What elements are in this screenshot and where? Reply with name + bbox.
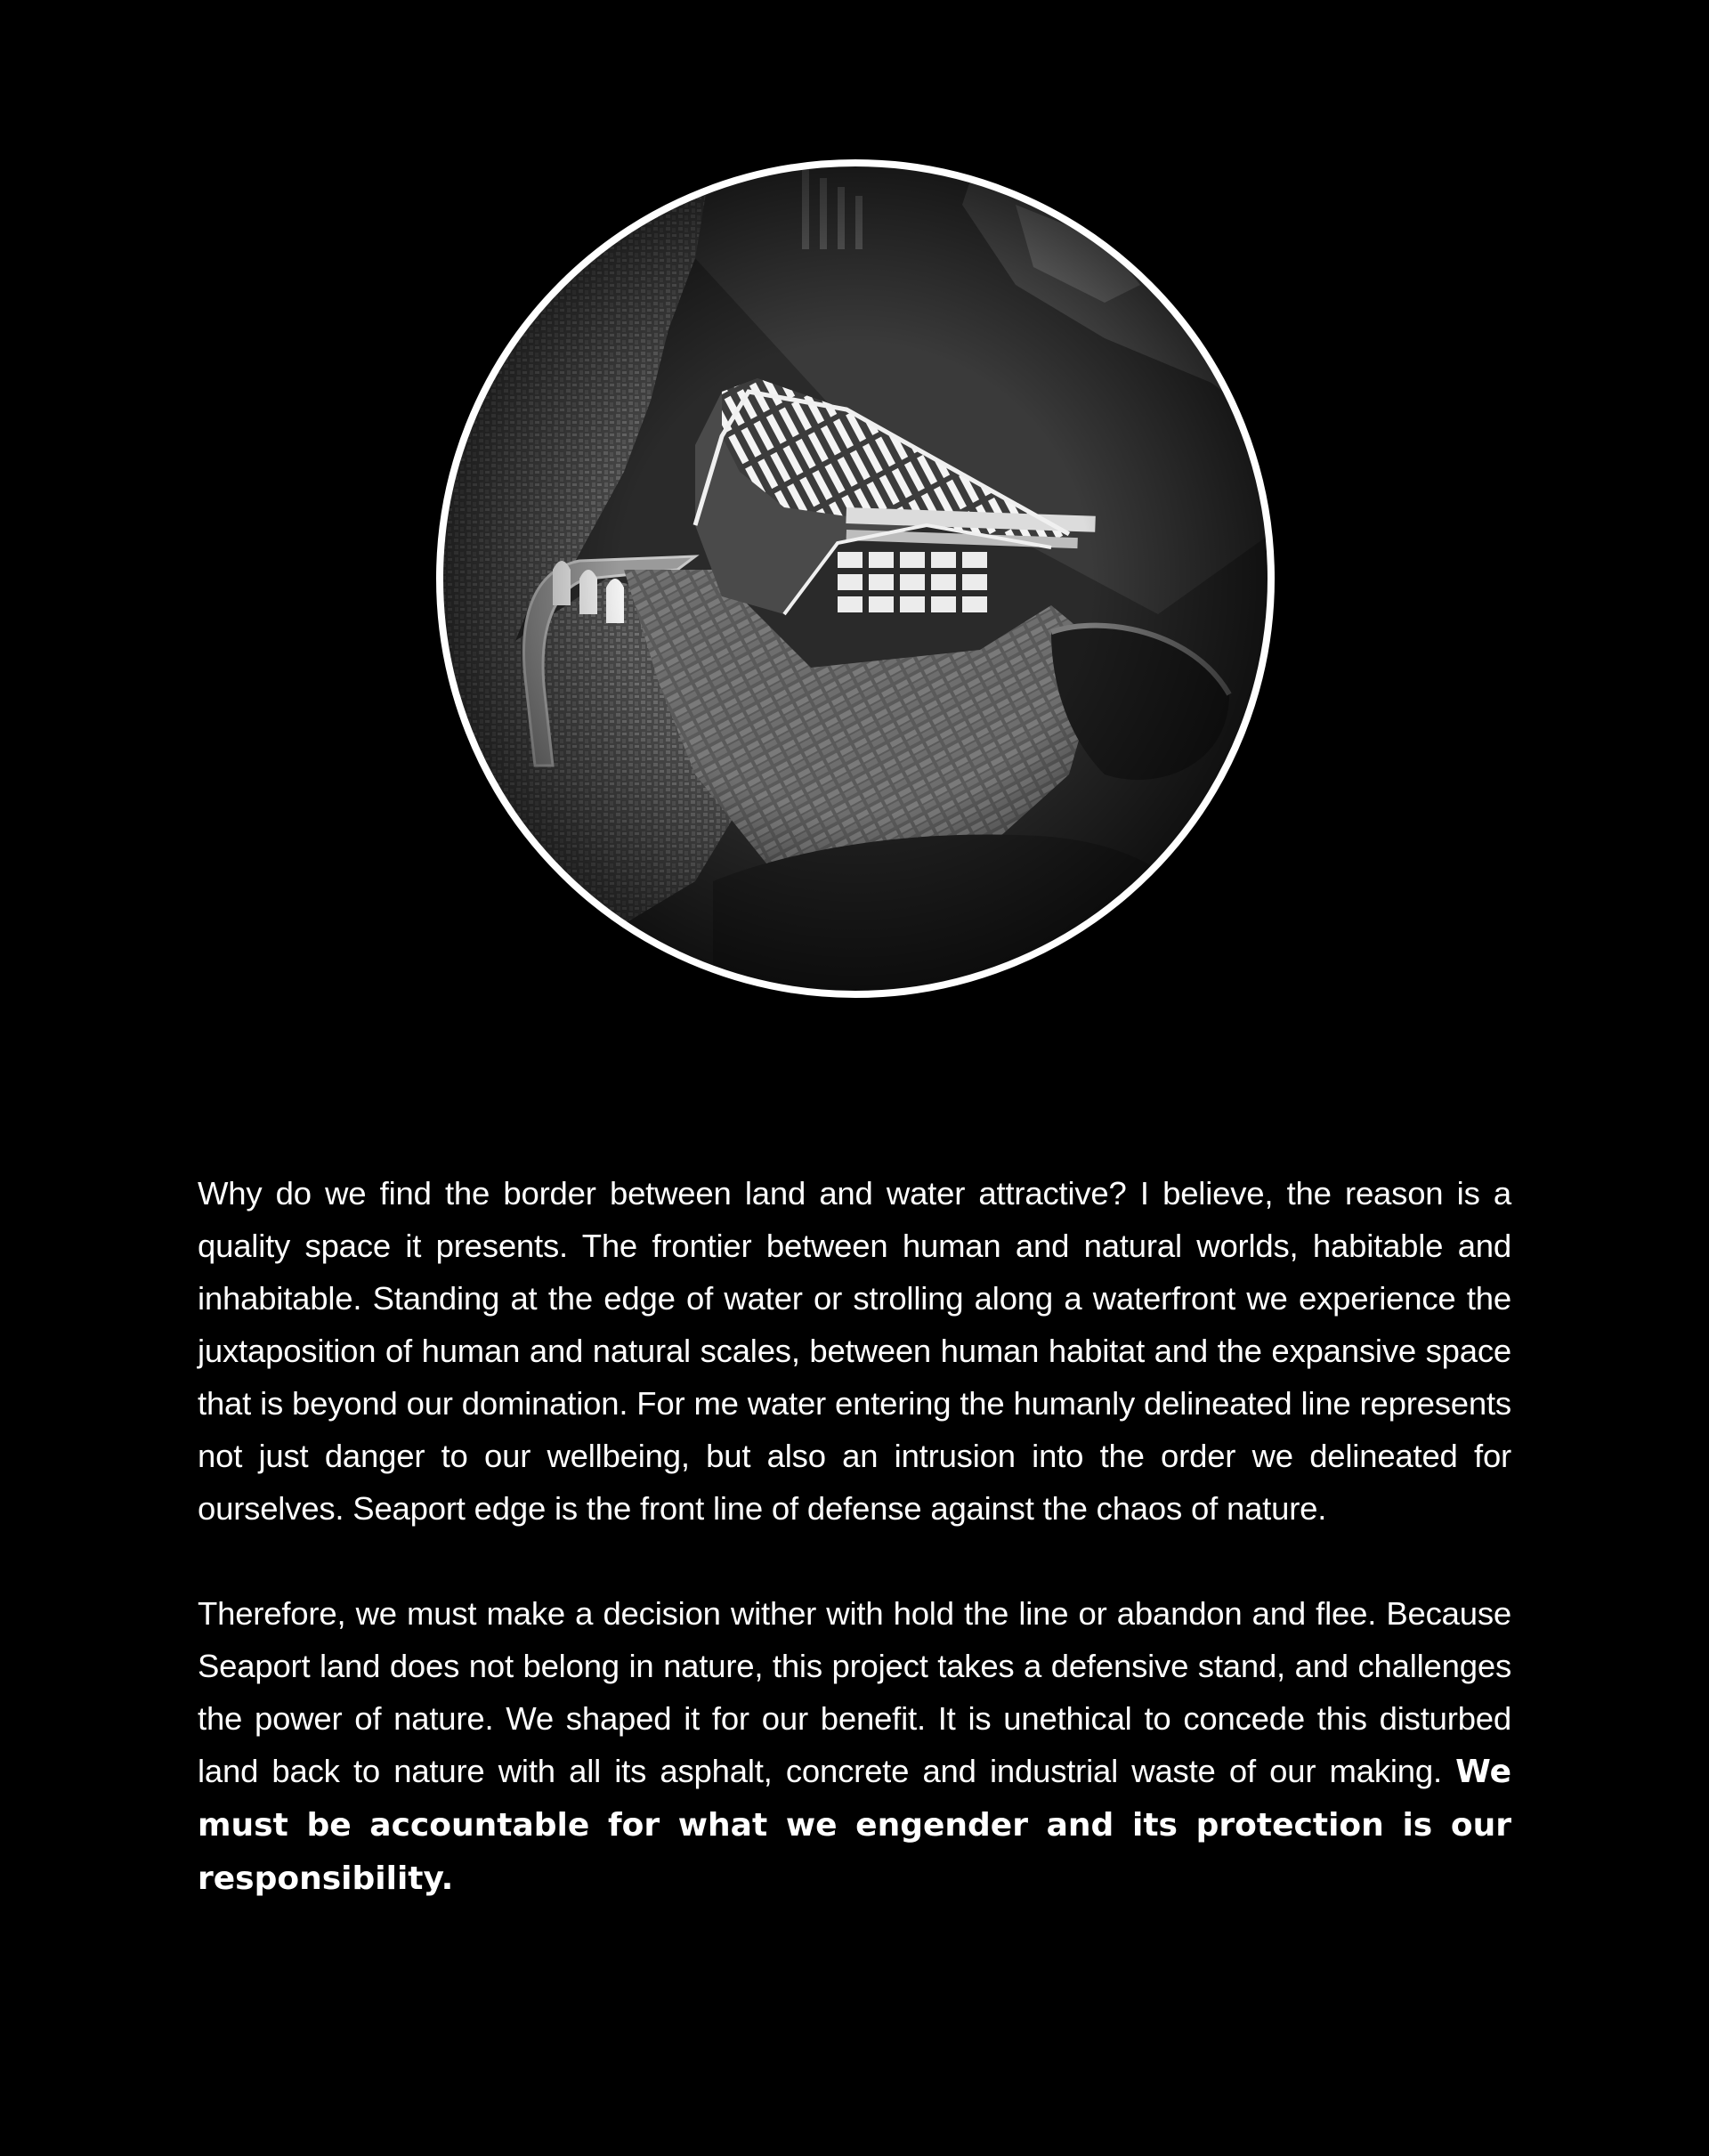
essay-paragraph-2 <box>198 1587 1511 1905</box>
essay-paragraph-1: Why do we find the border between land and water attractive? I believe, the reason is a quality space it presents. The frontier between human and natural worlds, habitable and inhabitable. Standing at the edge of water or strolling along a waterfront we experience the juxtaposition of human and natural scales, between human habitat and the expansive space that is beyond our domination. For me water entering the humanly delineated line represents not just danger to our wellbeing, but also an intrusion into the order we delineated for ourselves. Seaport edge is the front line of defense against the chaos of nature. <box>198 1175 1511 1527</box>
essay-text <box>198 1167 1511 1905</box>
essay-paragraph-2-emphasis: We must be accountable for what we engender and its protection is our responsibility. <box>198 1754 1511 1897</box>
aerial-model-icon <box>428 151 1283 1006</box>
essay-paragraph-2-regular: Therefore, we must make a decision wither with hold the line or abandon and flee. Because Seaport land does not belong in nature, this project takes a defensive stand, and challenges the power of nature. We shaped it for our benefit. It is unethical to concede this disturbed land back to nature with all its asphalt, concrete and industrial waste of our making. <box>198 1595 1511 1789</box>
circular-aerial-model-image <box>428 151 1283 1006</box>
